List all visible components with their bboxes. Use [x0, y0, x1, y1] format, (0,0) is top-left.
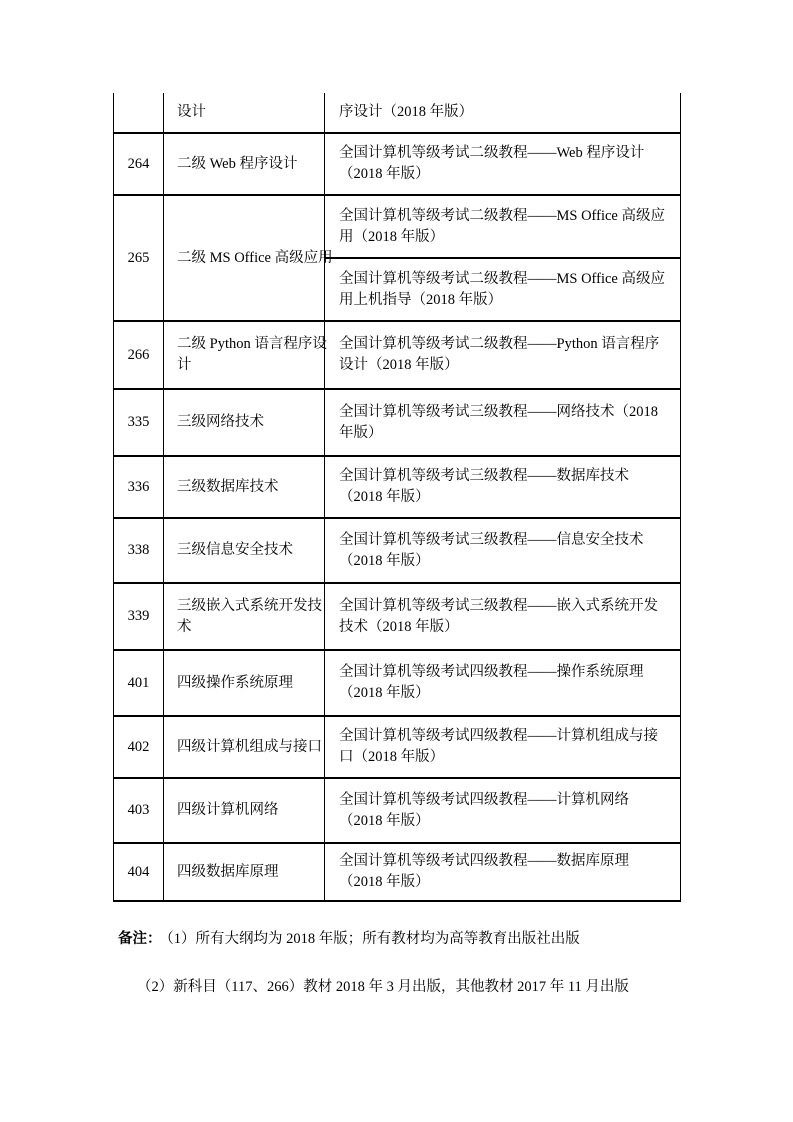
code-cell: 404: [114, 843, 164, 901]
textbook-cell: 全国计算机等级考试四级教程——数据库原理 （2018 年版）: [325, 843, 681, 901]
table-row: [114, 583, 681, 650]
table-row: [114, 195, 681, 258]
course-cell: 四级操作系统原理: [164, 650, 325, 716]
textbook-cell: 全国计算机等级考试二级教程——MS Office 高级应 用（2018 年版）: [325, 195, 681, 258]
course-cell: 三级信息安全技术: [164, 518, 325, 583]
notes-section: [118, 929, 688, 998]
textbook-cell: 全国计算机等级考试四级教程——操作系统原理 （2018 年版）: [325, 650, 681, 716]
code-cell: 264: [114, 133, 164, 195]
notes-label: 备注：: [118, 931, 162, 947]
course-cell: 设计: [164, 93, 325, 133]
note-item-2: （2）新科目（117、266）教材 2018 年 3 月出版，其他教材 2017 年 11 月出版: [137, 979, 629, 995]
course-cell: 二级 Web 程序设计: [164, 133, 325, 195]
textbook-cell: 全国计算机等级考试四级教程——计算机组成与接 口（2018 年版）: [325, 716, 681, 778]
course-cell: 四级计算机组成与接口: [164, 716, 325, 778]
code-cell: 402: [114, 716, 164, 778]
table-row: [114, 778, 681, 843]
code-cell: 336: [114, 456, 164, 518]
note-line-1: [118, 929, 688, 950]
table-row: [114, 456, 681, 518]
textbook-cell: 序设计（2018 年版）: [325, 93, 681, 133]
table-row: [114, 133, 681, 195]
course-cell: 二级 MS Office 高级应用: [164, 195, 325, 321]
course-cell: 三级网络技术: [164, 389, 325, 456]
textbook-table: [113, 93, 681, 902]
code-cell: [114, 93, 164, 133]
note-item-1: （1）所有大纲均为 2018 年版；所有教材均为高等教育出版社出版: [166, 931, 580, 947]
course-cell: 三级数据库技术: [164, 456, 325, 518]
course-cell: 二级 Python 语言程序设 计: [164, 321, 325, 389]
table-row: [114, 650, 681, 716]
table-row: [114, 321, 681, 389]
code-cell: 335: [114, 389, 164, 456]
table-row: [114, 716, 681, 778]
code-cell: 338: [114, 518, 164, 583]
textbook-cell: 全国计算机等级考试二级教程——MS Office 高级应 用上机指导（2018 年版）: [325, 258, 681, 321]
table-row-continued: [114, 93, 681, 133]
table-row: [114, 389, 681, 456]
course-cell: 三级嵌入式系统开发技 术: [164, 583, 325, 650]
textbook-cell: 全国计算机等级考试四级教程——计算机网络 （2018 年版）: [325, 778, 681, 843]
textbook-cell: 全国计算机等级考试三级教程——网络技术（2018 年版）: [325, 389, 681, 456]
code-cell: 265: [114, 195, 164, 321]
code-cell: 401: [114, 650, 164, 716]
table-row: [114, 843, 681, 901]
code-cell: 339: [114, 583, 164, 650]
textbook-cell: 全国计算机等级考试二级教程——Python 语言程序 设计（2018 年版）: [325, 321, 681, 389]
table-row: [114, 518, 681, 583]
code-cell: 266: [114, 321, 164, 389]
textbook-cell: 全国计算机等级考试三级教程——数据库技术 （2018 年版）: [325, 456, 681, 518]
textbook-cell: 全国计算机等级考试三级教程——信息安全技术 （2018 年版）: [325, 518, 681, 583]
textbook-cell: 全国计算机等级考试三级教程——嵌入式系统开发 技术（2018 年版）: [325, 583, 681, 650]
course-cell: 四级数据库原理: [164, 843, 325, 901]
course-cell: 四级计算机网络: [164, 778, 325, 843]
textbook-cell: 全国计算机等级考试二级教程——Web 程序设计 （2018 年版）: [325, 133, 681, 195]
code-cell: 403: [114, 778, 164, 843]
